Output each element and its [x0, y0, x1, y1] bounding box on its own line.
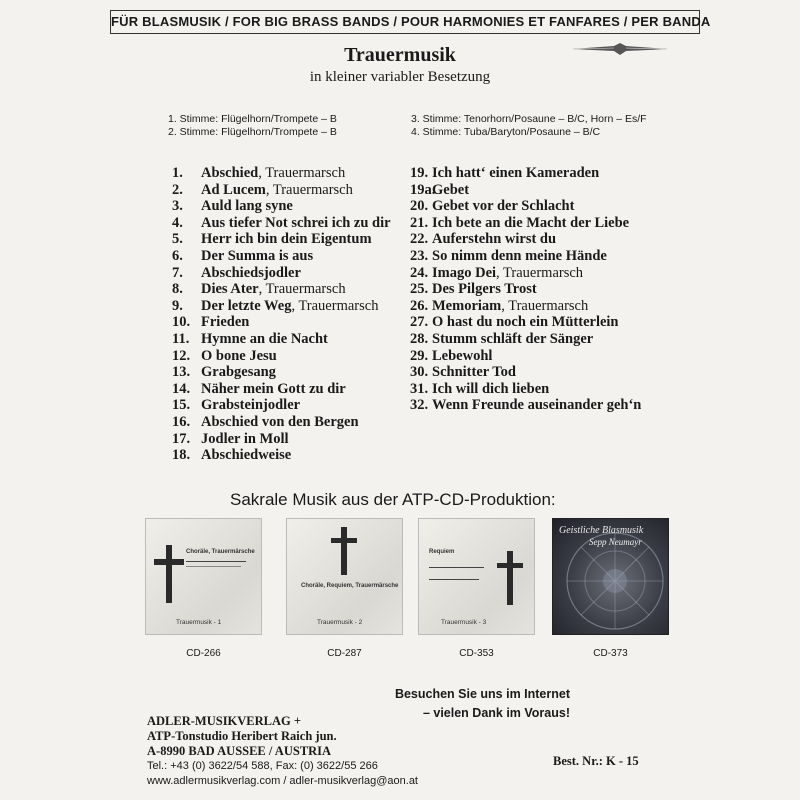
track-number: 29. — [410, 347, 429, 364]
track-title: So nimm denn meine Hände — [432, 247, 607, 264]
cd-label: CD-287 — [327, 648, 362, 659]
page-subtitle: in kleiner variabler Besetzung — [309, 69, 491, 85]
track-title: Imago Dei — [432, 264, 497, 281]
track-number: 23. — [410, 247, 429, 264]
publisher-address: A-8990 BAD AUSSEE / AUSTRIA — [147, 744, 332, 758]
track-item — [410, 381, 641, 398]
track-item — [172, 281, 391, 298]
track-number: 15. — [172, 397, 191, 414]
divider — [186, 561, 246, 562]
track-title: Schnitter Tod — [432, 364, 516, 381]
track-subtitle: , Trauermarsch — [496, 264, 584, 281]
track-number: 14. — [172, 380, 191, 397]
track-title: Näher mein Gott zu dir — [201, 380, 346, 397]
voice-line: 3. Stimme: Tenorhorn/Posaune – B/C, Horn – Es/F — [411, 113, 647, 125]
track-number: 18. — [172, 447, 191, 464]
track-number: 2. — [172, 181, 183, 198]
track-number: 5. — [172, 231, 183, 248]
page-title: Trauermusik — [344, 44, 456, 66]
voice-line: 1. Stimme: Flügelhorn/Trompete – B — [168, 113, 337, 125]
track-title: Abschiedsjodler — [201, 264, 301, 281]
track-number: 17. — [172, 430, 191, 447]
track-title: Abschiedweise — [201, 447, 292, 464]
voices-left — [168, 113, 337, 139]
cd-cover-title: Choräle, Trauermärsche — [186, 549, 255, 555]
internet-line: Besuchen Sie uns im Internet — [394, 687, 570, 701]
track-item — [172, 414, 391, 431]
track-number: 27. — [410, 314, 429, 331]
track-item — [172, 381, 391, 398]
track-item — [172, 265, 391, 282]
cd-section-heading: Sakrale Musik aus der ATP-CD-Produktion: — [230, 490, 556, 509]
track-number: 11. — [172, 330, 190, 347]
cd-cover-footer: Trauermusik - 2 — [317, 619, 363, 626]
track-title: Frieden — [201, 314, 250, 331]
track-item — [410, 215, 641, 232]
cross-icon — [497, 551, 523, 605]
track-number: 6. — [172, 247, 183, 264]
track-subtitle: , Trauermarsch — [265, 181, 353, 198]
track-item — [410, 165, 641, 182]
cd-cover-373[interactable] — [552, 518, 669, 635]
track-title: Memoriam — [432, 297, 502, 314]
tracklist-right — [410, 165, 641, 414]
track-title: Der letzte Weg — [201, 297, 292, 314]
track-number: 21. — [410, 214, 429, 231]
track-title: Abschied — [201, 165, 259, 181]
cd-cover-title: Choräle, Requiem, Trauermärsche — [301, 583, 399, 589]
voice-line: 2. Stimme: Flügelhorn/Trompete – B — [168, 126, 337, 138]
track-number: 26. — [410, 297, 429, 314]
publisher-name: ADLER-MUSIKVERLAG + — [147, 714, 302, 728]
track-number: 10. — [172, 314, 191, 331]
track-subtitle: , Trauermarsch — [258, 281, 346, 298]
track-item — [172, 231, 391, 248]
divider — [429, 567, 484, 568]
track-subtitle: , Trauermarsch — [258, 165, 346, 181]
track-title: Gebet vor der Schlacht — [432, 198, 575, 215]
track-item — [410, 265, 641, 282]
cd-cover-287[interactable] — [286, 518, 403, 635]
track-title: Auferstehn wirst du — [432, 231, 557, 248]
track-number: 13. — [172, 364, 191, 381]
track-title: Aus tiefer Not schrei ich zu dir — [201, 214, 391, 231]
track-number: 8. — [172, 281, 183, 298]
track-title: Gebet — [432, 181, 470, 198]
track-item — [410, 248, 641, 265]
tracklist-left — [172, 165, 391, 464]
cd-label: CD-353 — [459, 648, 494, 659]
track-item — [172, 397, 391, 414]
track-number: 19a. — [410, 181, 436, 198]
cd-cover-footer: Trauermusik - 1 — [176, 619, 222, 626]
track-title: Abschied von den Bergen — [201, 413, 359, 430]
track-title: O bone Jesu — [201, 347, 277, 364]
track-number: 24. — [410, 264, 429, 281]
track-item — [410, 231, 641, 248]
order-number: Best. Nr.: K - 15 — [553, 754, 639, 768]
cd-cover-title: Geistliche Blasmusik — [559, 525, 644, 536]
track-title: Dies Ater — [201, 281, 259, 298]
track-title: Hymne an die Nacht — [201, 330, 328, 347]
publisher-web[interactable]: www.adlermusikverlag.com / adler-musikverlag@aon.at — [147, 775, 418, 787]
track-item — [172, 298, 391, 315]
track-item — [410, 314, 641, 331]
track-number: 7. — [172, 264, 183, 281]
track-title: Auld lang syne — [201, 198, 293, 215]
track-item — [410, 364, 641, 381]
track-title: Grabsteinjodler — [201, 397, 301, 414]
cd-cover-266[interactable] — [145, 518, 262, 635]
cd-label: CD-373 — [593, 648, 628, 659]
track-item — [172, 182, 391, 199]
track-item — [410, 397, 641, 414]
voice-line: 4. Stimme: Tuba/Baryton/Posaune – B/C — [411, 126, 601, 138]
track-title: Grabgesang — [201, 364, 276, 381]
track-title: Herr ich bin dein Eigentum — [201, 231, 372, 248]
track-item — [172, 447, 391, 464]
track-title: Der Summa is aus — [201, 247, 314, 264]
publisher-studio: ATP-Tonstudio Heribert Raich jun. — [147, 729, 337, 743]
track-number: 16. — [172, 413, 191, 430]
track-item — [172, 314, 391, 331]
track-number: 9. — [172, 297, 183, 314]
track-item — [172, 331, 391, 348]
track-title: Des Pilgers Trost — [432, 281, 537, 298]
track-subtitle: , Trauermarsch — [291, 297, 379, 314]
track-number: 22. — [410, 231, 429, 248]
track-title: Jodler in Moll — [201, 430, 289, 447]
track-number: 32. — [410, 397, 429, 414]
header-banner: FÜR BLASMUSIK / FOR BIG BRASS BANDS / POUR HARMONIES ET FANFARES / PER BANDA — [110, 10, 700, 34]
track-item — [410, 348, 641, 365]
track-item — [172, 431, 391, 448]
cd-cover-353[interactable] — [418, 518, 535, 635]
track-number: 25. — [410, 281, 429, 298]
cd-cover-footer: Trauermusik - 3 — [441, 619, 487, 626]
track-title: Wenn Freunde auseinander geh‘n — [432, 397, 642, 414]
track-title: Lebewohl — [432, 347, 493, 364]
track-number: 31. — [410, 380, 429, 397]
track-number: 3. — [172, 198, 183, 215]
cd-cover-title: Requiem — [429, 549, 455, 555]
track-item — [410, 331, 641, 348]
track-title: Stumm schläft der Sänger — [432, 330, 594, 347]
cd-cover-footer: Sepp Neumayr — [589, 537, 642, 547]
track-item — [172, 364, 391, 381]
track-title: Ich will dich lieben — [432, 380, 550, 397]
track-item — [172, 348, 391, 365]
track-item — [172, 198, 391, 215]
track-item — [410, 298, 641, 315]
track-subtitle: , Trauermarsch — [501, 297, 589, 314]
track-title: O hast du noch ein Mütterlein — [432, 314, 619, 331]
track-item — [172, 215, 391, 232]
track-title: Ich bete an die Macht der Liebe — [432, 214, 630, 231]
eagle-logo-icon — [570, 42, 670, 56]
track-title: Ich hatt‘ einen Kameraden — [432, 165, 600, 181]
track-number: 1. — [172, 165, 183, 181]
track-number: 20. — [410, 198, 429, 215]
publisher-block — [147, 714, 418, 789]
cross-icon — [154, 545, 184, 603]
internet-line: – vielen Dank im Voraus! — [422, 706, 570, 720]
track-number: 28. — [410, 330, 429, 347]
publisher-phone: Tel.: +43 (0) 3622/54 588, Fax: (0) 3622/55 266 — [147, 760, 378, 772]
track-item — [410, 182, 641, 199]
track-number: 30. — [410, 364, 429, 381]
track-item — [410, 198, 641, 215]
track-number: 12. — [172, 347, 191, 364]
cd-label: CD-266 — [186, 648, 221, 659]
track-number: 4. — [172, 214, 183, 231]
cross-icon — [331, 527, 357, 575]
voices-right — [411, 113, 647, 139]
divider — [186, 566, 241, 567]
track-item — [172, 248, 391, 265]
track-item — [172, 165, 391, 182]
track-number: 19. — [410, 165, 429, 181]
track-title: Ad Lucem — [201, 181, 266, 198]
divider — [429, 579, 479, 580]
track-item — [410, 281, 641, 298]
